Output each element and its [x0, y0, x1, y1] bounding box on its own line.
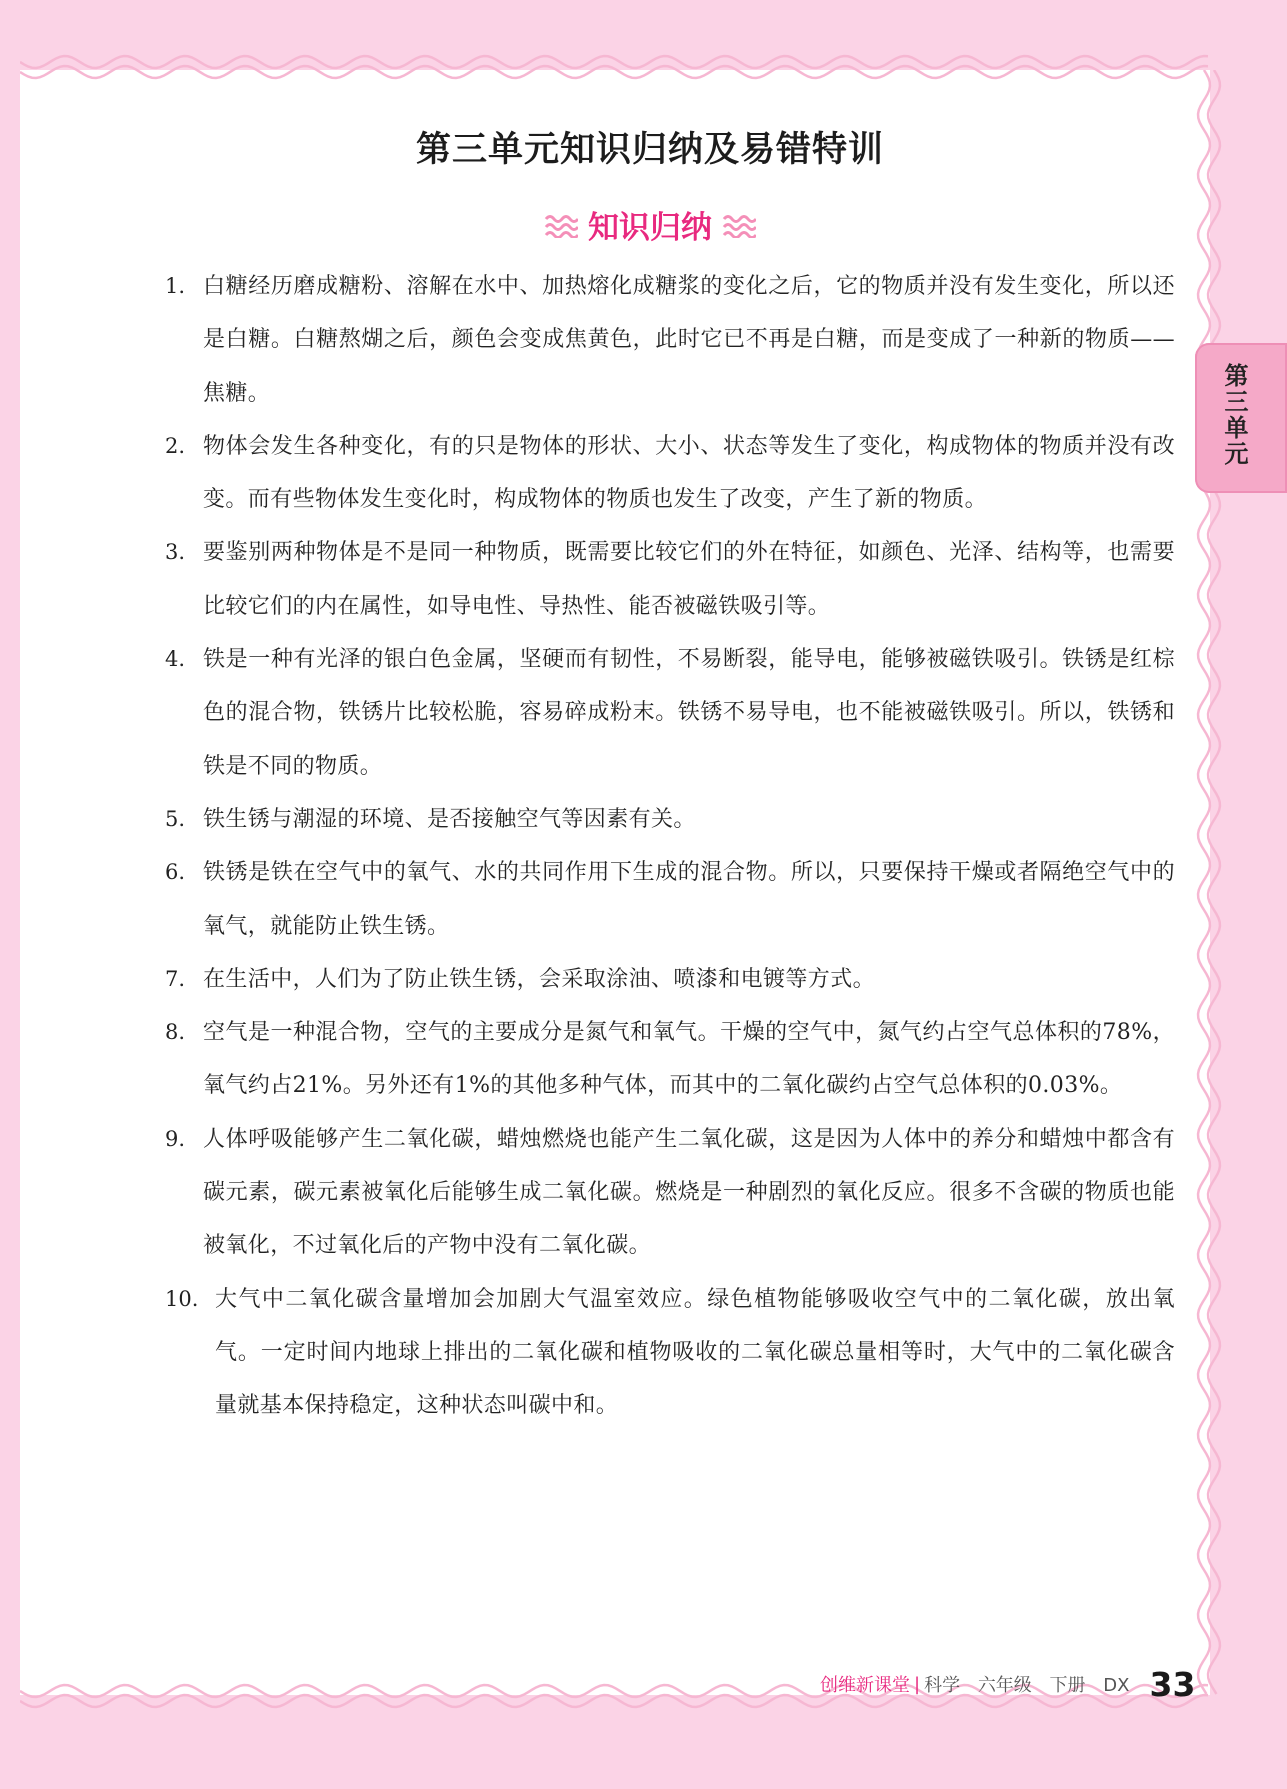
item-number: 1.: [165, 274, 186, 298]
item-text: 要鉴别两种物体是不是同一种物质，既需要比较它们的外在特征，如颜色、光泽、结构等，也需要比较它们的内在属性，如导电性、导热性、能否被磁铁吸引等。: [203, 540, 1175, 619]
footer-volume: 下册: [1049, 1675, 1086, 1696]
item-text: 空气是一种混合物，空气的主要成分是氮气和氧气。干燥的空气中，氮气约占空气总体积的78%，氧气约占21%。另外还有1%的其他多种气体，而其中的二氧化碳约占空气总体积的0.03%。: [203, 1020, 1175, 1099]
item-number: 8.: [165, 1020, 186, 1045]
footer-divider: |: [914, 1673, 921, 1695]
item-text: 铁生锈与潮湿的环境、是否接触空气等因素有关。: [203, 806, 696, 832]
page-number: 33: [1149, 1664, 1196, 1704]
wave-right-decoration: [1190, 70, 1230, 1695]
footer-brand: 创维新课堂: [820, 1675, 910, 1696]
list-item: [165, 1273, 1175, 1433]
item-text: 大气中二氧化碳含量增加会加剧大气温室效应。绿色植物能够吸收空气中的二氧化碳，放出氧气。一定时间内地球上排出的二氧化碳和植物吸收的二氧化碳总量相等时，大气中的二氧化碳含量就基本保持稳定，这种状态叫碳中和。: [215, 1286, 1175, 1419]
list-item: [165, 1006, 1175, 1113]
item-number: 2.: [165, 433, 186, 458]
unit-side-tab: [1195, 343, 1287, 493]
unit-tab-label: 第三单元: [1220, 363, 1248, 467]
wave-lines-icon: [722, 210, 756, 238]
item-text: 白糖经历磨成糖粉、溶解在水中、加热熔化成糖浆的变化之后，它的物质并没有发生变化，所以还是白糖。白糖熬煳之后，颜色会变成焦黄色，此时它已不再是白糖，而是变成了一种新的物质——焦糖。: [203, 274, 1175, 406]
item-text: 物体会发生各种变化，有的只是物体的形状、大小、状态等发生了变化，构成物体的物质并没有改变。而有些物体发生变化时，构成物体的物质也发生了改变，产生了新的物质。: [203, 433, 1175, 513]
section-heading: [0, 196, 1287, 252]
footer-edition: DX: [1103, 1675, 1130, 1696]
item-number: 6.: [165, 860, 186, 885]
list-item: [165, 260, 1175, 420]
item-text: 在生活中，人们为了防止铁生锈，会采取涂油、喷漆和电镀等方式。: [203, 966, 876, 992]
page-title: 第三单元知识归纳及易错特训: [415, 130, 884, 170]
list-item: [165, 846, 1175, 953]
item-number: 5.: [165, 806, 186, 831]
item-text: 人体呼吸能够产生二氧化碳，蜡烛燃烧也能产生二氧化碳，这是因为人体中的养分和蜡烛中都含有碳元素，碳元素被氧化后能够生成二氧化碳。燃烧是一种剧烈的氧化反应。很多不含碳的物质也能被氧化，不过氧化后的产物中没有二氧化碳。: [203, 1126, 1175, 1259]
item-text: 铁是一种有光泽的银白色金属，坚硬而有韧性，不易断裂，能导电，能够被磁铁吸引。铁锈是红棕色的混合物，铁锈片比较松脆，容易碎成粉末。铁锈不易导电，也不能被磁铁吸引。所以，铁锈和铁是不同的物质。: [203, 647, 1175, 779]
wave-stroke: [20, 66, 1208, 78]
list-item: [165, 953, 1175, 1006]
page-footer: [820, 1664, 1195, 1704]
list-item: [165, 633, 1175, 793]
list-item: [165, 420, 1175, 527]
item-number: 3.: [165, 540, 186, 565]
item-number: 7.: [165, 966, 186, 991]
list-item: [165, 526, 1175, 633]
item-number: 9.: [165, 1126, 186, 1151]
footer-meta: [924, 1671, 1141, 1697]
item-text: 铁锈是铁在空气中的氧气、水的共同作用下生成的混合物。所以，只要保持干燥或者隔绝空气中的氧气，就能防止铁生锈。: [203, 860, 1175, 939]
wave-stroke: [1198, 70, 1210, 1694]
footer-subject: 科学: [924, 1675, 961, 1696]
footer-grade: 六年级: [977, 1675, 1032, 1696]
knowledge-list: [165, 260, 1175, 1433]
wave-stroke: [1208, 70, 1220, 1694]
item-number: 10.: [165, 1286, 199, 1311]
item-number: 4.: [165, 647, 186, 672]
list-item: [165, 1113, 1175, 1273]
section-label: 知识归纳: [588, 209, 712, 246]
wave-lines-icon: [544, 210, 578, 238]
list-item: [165, 793, 1175, 846]
wave-top-decoration: [20, 50, 1210, 90]
